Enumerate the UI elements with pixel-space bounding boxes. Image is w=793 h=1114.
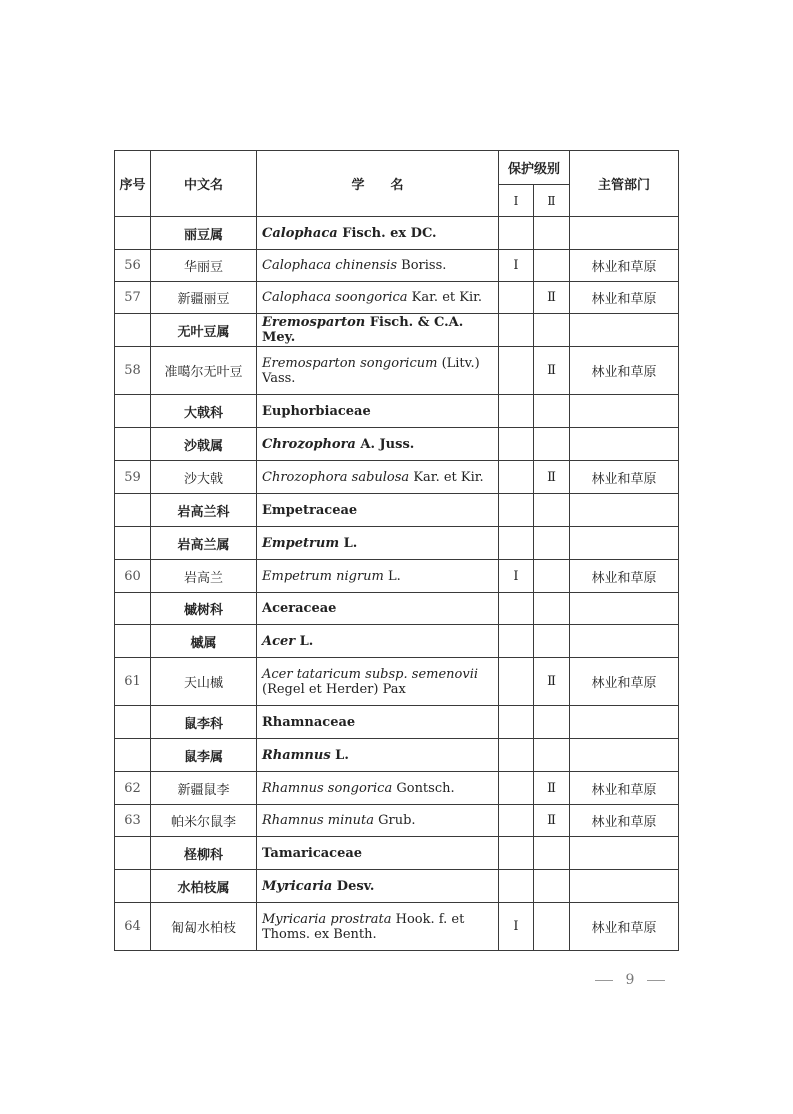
header-num: 序号 <box>115 151 151 217</box>
row-chinese-name: 新疆丽豆 <box>151 282 257 314</box>
row-scientific-name <box>257 560 499 593</box>
row-level-2 <box>534 395 570 428</box>
row-level-1 <box>499 217 534 250</box>
species-name: Calophaca chinensis <box>262 258 398 273</box>
row-num: 61 <box>115 658 151 706</box>
table-row <box>115 837 679 870</box>
row-level-1 <box>499 395 534 428</box>
row-num <box>115 428 151 461</box>
row-num <box>115 625 151 658</box>
row-level-2 <box>534 560 570 593</box>
header-protection-level: 保护级别 <box>499 151 570 185</box>
species-name: Myricaria prostrata <box>262 911 392 927</box>
row-chinese-name: 帕米尔鼠李 <box>151 805 257 837</box>
row-scientific-name <box>257 250 499 282</box>
table-row <box>115 593 679 625</box>
row-chinese-name: 沙大戟 <box>151 461 257 494</box>
row-level-1 <box>499 494 534 527</box>
row-department <box>570 837 679 870</box>
row-family-name: Rhamnaceae <box>257 706 499 739</box>
row-chinese-name: 沙戟属 <box>151 428 257 461</box>
row-department: 林业和草原 <box>570 347 679 395</box>
row-department <box>570 593 679 625</box>
row-level-1 <box>499 314 534 347</box>
row-department: 林业和草原 <box>570 903 679 951</box>
row-department <box>570 428 679 461</box>
row-level-2 <box>534 706 570 739</box>
table-row <box>115 314 679 347</box>
author: Grub. <box>374 813 416 828</box>
row-department: 林业和草原 <box>570 805 679 837</box>
row-level-1 <box>499 625 534 658</box>
row-level-1: Ⅰ <box>499 250 534 282</box>
row-num <box>115 314 151 347</box>
footer-dash-right <box>647 980 665 981</box>
row-num: 62 <box>115 772 151 805</box>
row-num: 59 <box>115 461 151 494</box>
row-level-2 <box>534 625 570 658</box>
row-level-1 <box>499 282 534 314</box>
row-level-1 <box>499 805 534 837</box>
genus-name: Acer <box>262 633 296 649</box>
row-level-1: Ⅰ <box>499 903 534 951</box>
row-num: 63 <box>115 805 151 837</box>
row-scientific-name <box>257 282 499 314</box>
row-scientific-name <box>257 903 499 951</box>
row-level-1 <box>499 870 534 903</box>
row-level-2: Ⅱ <box>534 772 570 805</box>
row-department <box>570 527 679 560</box>
row-department: 林业和草原 <box>570 772 679 805</box>
row-num <box>115 870 151 903</box>
row-chinese-name: 大戟科 <box>151 395 257 428</box>
row-level-2: Ⅱ <box>534 658 570 706</box>
author: A. Juss. <box>355 436 415 452</box>
row-num <box>115 593 151 625</box>
table-row <box>115 805 679 837</box>
row-scientific-name <box>257 870 499 903</box>
row-level-2 <box>534 739 570 772</box>
row-department <box>570 706 679 739</box>
row-level-2 <box>534 527 570 560</box>
table-row <box>115 282 679 314</box>
row-chinese-name: 天山槭 <box>151 658 257 706</box>
row-num <box>115 837 151 870</box>
row-scientific-name <box>257 658 499 706</box>
row-scientific-name <box>257 805 499 837</box>
row-scientific-name <box>257 217 499 250</box>
row-num <box>115 739 151 772</box>
table-row <box>115 625 679 658</box>
row-num <box>115 395 151 428</box>
author: Kar. et Kir. <box>409 469 484 485</box>
table-row <box>115 395 679 428</box>
row-level-1 <box>499 527 534 560</box>
author: Kar. et Kir. <box>407 290 483 305</box>
table-row <box>115 428 679 461</box>
row-chinese-name: 柽柳科 <box>151 837 257 870</box>
table-row <box>115 560 679 593</box>
header-department: 主管部门 <box>570 151 679 217</box>
row-chinese-name: 准噶尔无叶豆 <box>151 347 257 395</box>
row-num <box>115 527 151 560</box>
header-scientific-name: 学 名 <box>257 151 499 217</box>
row-level-2 <box>534 494 570 527</box>
species-name: Acer tataricum subsp. semenovii <box>262 666 479 682</box>
author: Fisch. ex DC. <box>337 225 437 241</box>
page-footer <box>595 972 665 988</box>
row-level-2: Ⅱ <box>534 282 570 314</box>
author: L. <box>295 633 314 649</box>
table-row <box>115 527 679 560</box>
row-scientific-name <box>257 527 499 560</box>
row-level-1 <box>499 739 534 772</box>
table-row <box>115 870 679 903</box>
row-chinese-name: 鼠李属 <box>151 739 257 772</box>
table-row <box>115 461 679 494</box>
row-level-1: Ⅰ <box>499 560 534 593</box>
author: L. <box>339 535 358 551</box>
genus-name: Eremosparton <box>262 315 366 330</box>
table-row <box>115 494 679 527</box>
row-chinese-name: 鼠李科 <box>151 706 257 739</box>
row-department: 林业和草原 <box>570 282 679 314</box>
row-level-1 <box>499 772 534 805</box>
author: Hook. f. et Thoms. ex Benth. <box>262 911 465 942</box>
row-department: 林业和草原 <box>570 250 679 282</box>
row-level-2: Ⅱ <box>534 461 570 494</box>
genus-name: Empetrum <box>262 535 340 551</box>
row-scientific-name <box>257 428 499 461</box>
row-level-2 <box>534 870 570 903</box>
page-number: 9 <box>625 972 635 988</box>
row-family-name: Aceraceae <box>257 593 499 625</box>
row-scientific-name <box>257 739 499 772</box>
footer-dash-left <box>595 980 613 981</box>
genus-name: Rhamnus <box>262 747 331 763</box>
row-level-2: Ⅱ <box>534 805 570 837</box>
row-scientific-name <box>257 625 499 658</box>
row-family-name: Empetraceae <box>257 494 499 527</box>
row-level-2 <box>534 593 570 625</box>
row-chinese-name: 岩高兰属 <box>151 527 257 560</box>
row-num: 64 <box>115 903 151 951</box>
row-num <box>115 706 151 739</box>
species-name: Rhamnus minuta <box>262 813 374 828</box>
row-level-1 <box>499 428 534 461</box>
row-level-1 <box>499 347 534 395</box>
row-num <box>115 494 151 527</box>
row-level-1 <box>499 461 534 494</box>
species-name: Chrozophora sabulosa <box>262 469 410 485</box>
row-chinese-name: 水柏枝属 <box>151 870 257 903</box>
row-num <box>115 217 151 250</box>
header-level-1: Ⅰ <box>499 185 534 217</box>
row-chinese-name: 华丽豆 <box>151 250 257 282</box>
header-chinese-name: 中文名 <box>151 151 257 217</box>
author: (Litv.) Vass. <box>262 355 480 386</box>
row-family-name: Euphorbiaceae <box>257 395 499 428</box>
author: Fisch. & C.A. Mey. <box>262 315 464 345</box>
species-name: Empetrum nigrum <box>262 568 384 584</box>
row-level-2 <box>534 250 570 282</box>
table-row <box>115 903 679 951</box>
row-level-2 <box>534 217 570 250</box>
row-level-1 <box>499 837 534 870</box>
header-row <box>115 151 679 185</box>
row-num: 58 <box>115 347 151 395</box>
author: Boriss. <box>397 258 447 273</box>
row-level-2: Ⅱ <box>534 347 570 395</box>
author: (Regel et Herder) Pax <box>262 681 406 697</box>
genus-name: Calophaca <box>262 225 338 241</box>
author: Gontsch. <box>392 780 455 796</box>
row-level-1 <box>499 593 534 625</box>
header-level-2: Ⅱ <box>534 185 570 217</box>
row-scientific-name <box>257 314 499 347</box>
row-scientific-name <box>257 461 499 494</box>
genus-name: Chrozophora <box>262 436 356 452</box>
row-num: 56 <box>115 250 151 282</box>
row-department <box>570 314 679 347</box>
row-scientific-name <box>257 772 499 805</box>
species-name: Rhamnus songorica <box>262 780 393 796</box>
table-row <box>115 739 679 772</box>
table-body <box>115 217 679 951</box>
row-level-2 <box>534 314 570 347</box>
row-chinese-name: 槭树科 <box>151 593 257 625</box>
row-chinese-name: 匍匐水柏枝 <box>151 903 257 951</box>
row-num: 57 <box>115 282 151 314</box>
row-level-1 <box>499 706 534 739</box>
row-department <box>570 739 679 772</box>
row-department <box>570 870 679 903</box>
row-chinese-name: 新疆鼠李 <box>151 772 257 805</box>
table-row <box>115 250 679 282</box>
row-chinese-name: 丽豆属 <box>151 217 257 250</box>
row-level-2 <box>534 837 570 870</box>
row-level-2 <box>534 903 570 951</box>
table-row <box>115 706 679 739</box>
row-level-1 <box>499 658 534 706</box>
author: Desv. <box>332 878 375 894</box>
row-level-2 <box>534 428 570 461</box>
row-chinese-name: 岩高兰科 <box>151 494 257 527</box>
row-scientific-name <box>257 347 499 395</box>
author: L. <box>330 747 349 763</box>
row-department <box>570 395 679 428</box>
row-chinese-name: 无叶豆属 <box>151 314 257 347</box>
author: L. <box>383 568 401 584</box>
row-chinese-name: 槭属 <box>151 625 257 658</box>
row-chinese-name: 岩高兰 <box>151 560 257 593</box>
species-table <box>114 150 679 951</box>
row-department: 林业和草原 <box>570 560 679 593</box>
row-department: 林业和草原 <box>570 658 679 706</box>
row-department <box>570 494 679 527</box>
row-department: 林业和草原 <box>570 461 679 494</box>
species-name: Eremosparton songoricum <box>262 355 438 371</box>
species-name: Calophaca soongorica <box>262 290 408 305</box>
row-department <box>570 625 679 658</box>
table-row <box>115 772 679 805</box>
table-row <box>115 217 679 250</box>
genus-name: Myricaria <box>262 878 333 894</box>
table-row <box>115 347 679 395</box>
row-num: 60 <box>115 560 151 593</box>
row-family-name: Tamaricaceae <box>257 837 499 870</box>
table-row <box>115 658 679 706</box>
row-department <box>570 217 679 250</box>
